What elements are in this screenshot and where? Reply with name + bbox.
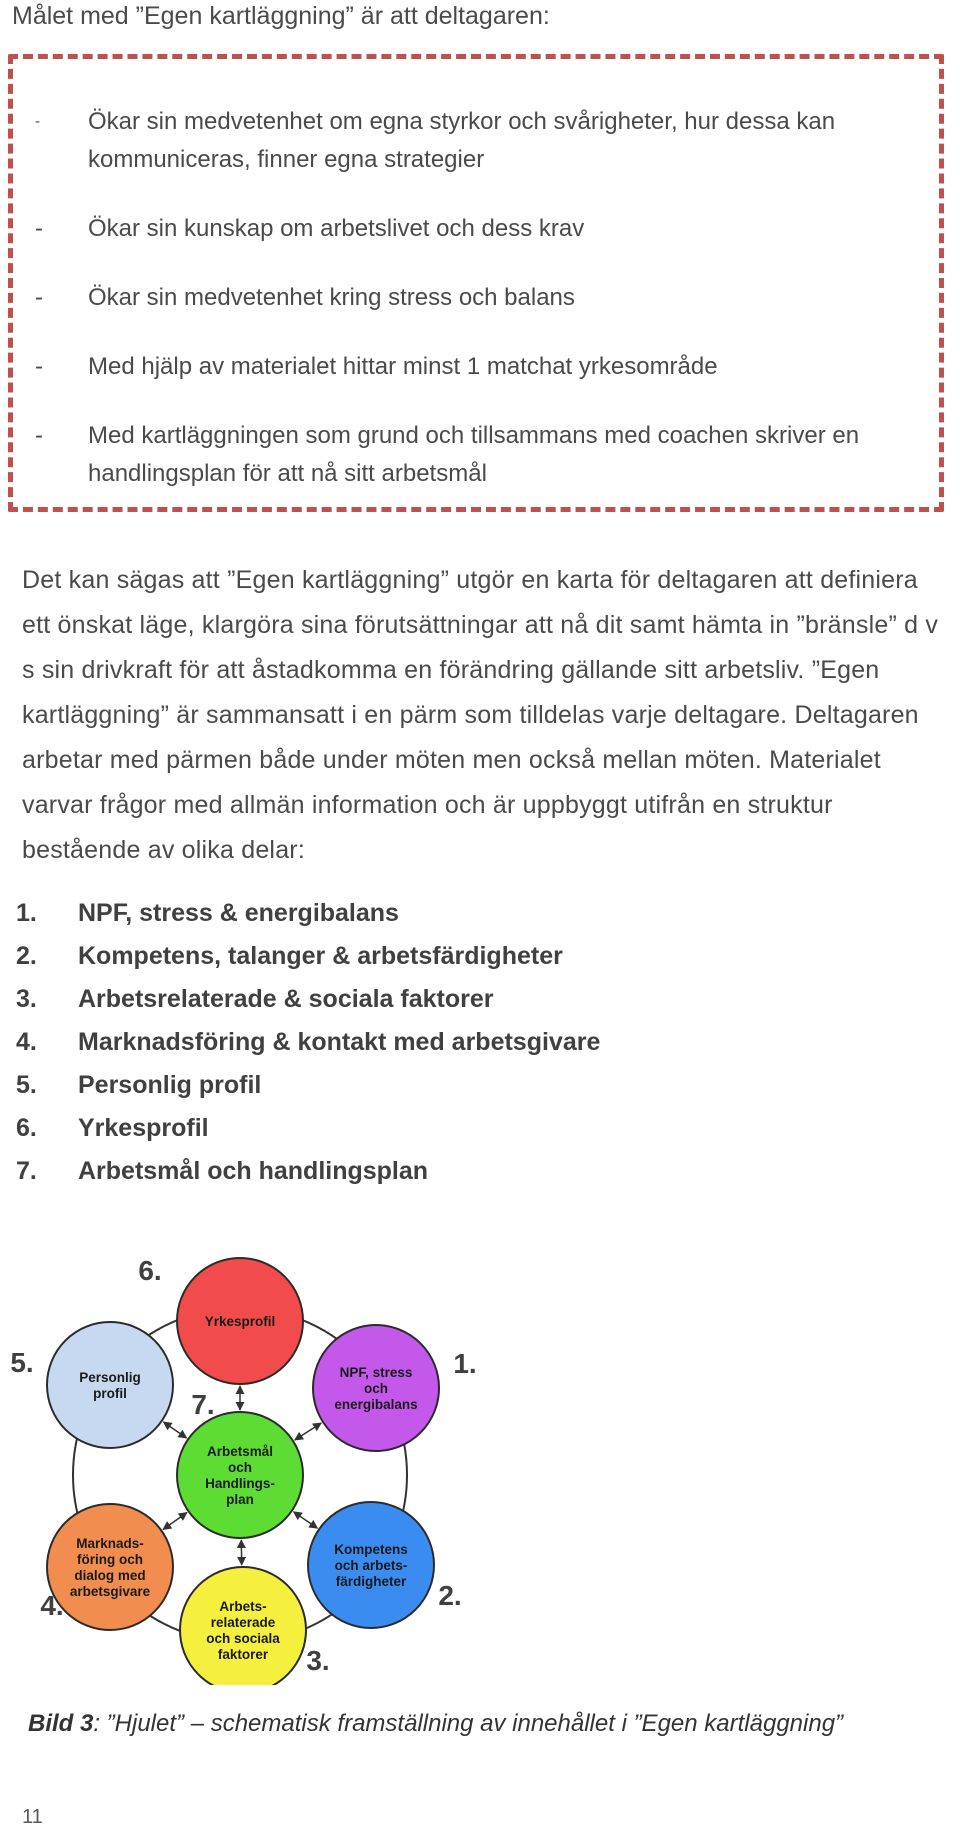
wheel-spoke-arrow [295, 1423, 321, 1440]
wheel-node-number: 3. [306, 1645, 330, 1676]
wheel-node-label: Yrkesprofil [204, 1314, 276, 1329]
part-item [16, 1064, 600, 1107]
wheel-node [47, 1322, 173, 1448]
wheel-node-label: energibalans [334, 1397, 418, 1412]
dash-marker: - [35, 215, 43, 242]
wheel-node-label: Arbetsmål [206, 1444, 274, 1459]
wheel-spoke-arrow [163, 1422, 186, 1438]
wheel-node-label: arbetsgivare [69, 1584, 151, 1599]
wheel-node-label: profil [93, 1386, 127, 1401]
part-label: Marknadsföring & kontakt med arbetsgivare [78, 1028, 601, 1056]
part-label: NPF, stress & energibalans [78, 899, 399, 927]
wheel-center-node [177, 1412, 303, 1538]
part-label: Arbetsmål och handlingsplan [78, 1157, 429, 1185]
wheel-diagram [0, 1245, 960, 1685]
wheel-node-label: NPF, stress [339, 1365, 413, 1380]
wheel-node [47, 1504, 173, 1630]
caption-text: : ”Hjulet” – schematisk framställning av innehållet i ”Egen kartläggning” [93, 1710, 844, 1737]
part-item [16, 1150, 600, 1193]
wheel-node-label: Personlig [79, 1370, 141, 1385]
wheel-node-label: och [227, 1460, 253, 1475]
wheel-node-label: och [363, 1381, 389, 1396]
intro-heading: Målet med ”Egen kartläggning” är att deltagaren: [12, 2, 550, 30]
goal-item [35, 417, 915, 493]
part-label: Arbetsrelaterade & sociala faktorer [78, 985, 494, 1013]
part-item [16, 892, 600, 935]
wheel-node-label: relaterade [210, 1615, 276, 1630]
part-number: 7. [16, 1157, 37, 1185]
description-paragraph: Det kan sägas att ”Egen kartläggning” utgör en karta för deltagaren att definiera ett önskat läge, klargöra sina förutsättningar att nå dit samt hämta in ”bränsle” d v s sin drivkraft för att åstadkomma en förändring gällande sitt arbetsliv. ”Egen kartläggning” är sammansatt i en pärm som tilldelas varje deltagare. Deltagaren arbetar med pärmen både under möten men också mellan möten. Materialet varvar frågor med allmän information och är uppbyggt utifrån en struktur bestående av olika delar: [22, 566, 939, 864]
part-label: Personlig profil [78, 1071, 262, 1099]
wheel-node-label: dialog med [74, 1568, 146, 1583]
part-number: 6. [16, 1114, 37, 1142]
wheel-node-number: 2. [438, 1580, 462, 1611]
part-item [16, 1021, 600, 1064]
part-label: Kompetens, talanger & arbetsfärdigheter [78, 942, 563, 970]
goal-text: Med kartläggningen som grund och tillsammans med coachen skriver en handlingsplan för att nå sitt arbetsmål [88, 422, 860, 487]
part-number: 5. [16, 1071, 37, 1099]
dash-marker: - [35, 422, 43, 449]
part-number: 3. [16, 985, 37, 1013]
parts-list [16, 892, 600, 1193]
dash-marker: - [35, 113, 40, 130]
goal-text: Med hjälp av materialet hittar minst 1 matchat yrkesområde [88, 353, 718, 380]
part-item [16, 978, 600, 1021]
goal-item [35, 103, 915, 179]
wheel-node-label: Arbets- [219, 1599, 267, 1614]
dash-marker: - [35, 284, 43, 311]
goals-box [8, 54, 944, 512]
dash-marker: - [35, 353, 43, 380]
wheel-node-number: 1. [453, 1348, 477, 1379]
goal-item [35, 210, 915, 248]
wheel-spoke-arrow [163, 1513, 187, 1530]
part-number: 2. [16, 942, 37, 970]
part-number: 4. [16, 1028, 37, 1056]
wheel-node-label: Marknads- [76, 1536, 144, 1551]
part-label: Yrkesprofil [78, 1114, 209, 1142]
wheel-node-label: plan [226, 1492, 254, 1507]
part-number: 1. [16, 899, 37, 927]
goal-text: Ökar sin kunskap om arbetslivet och dess krav [88, 215, 585, 242]
wheel-node-label: Kompetens [334, 1542, 408, 1557]
wheel-node-label: och sociala [206, 1631, 280, 1646]
wheel-node-label: föring och [77, 1552, 143, 1567]
part-item [16, 1107, 600, 1150]
wheel-node-number: 5. [10, 1347, 34, 1378]
wheel-node-number: 6. [138, 1255, 162, 1286]
wheel-center-number: 7. [191, 1389, 215, 1420]
wheel-node-number: 4. [40, 1590, 64, 1621]
goal-text: Ökar sin medvetenhet kring stress och balans [88, 284, 575, 311]
wheel-spoke-arrow [294, 1512, 318, 1528]
part-item [16, 935, 600, 978]
caption-label: Bild 3 [28, 1710, 94, 1737]
goal-text: Ökar sin medvetenhet om egna styrkor och svårigheter, hur dessa kan kommuniceras, finner egna strategier [88, 108, 836, 173]
goal-item [35, 348, 915, 386]
page-number: 11 [22, 1806, 43, 1828]
wheel-node-label: faktorer [217, 1647, 269, 1662]
figure-caption [28, 1710, 843, 1738]
goal-item [35, 279, 915, 317]
wheel-node-label: Handlings- [205, 1476, 275, 1491]
wheel-node-label: och arbets- [334, 1558, 408, 1573]
wheel-node-label: färdigheter [335, 1574, 407, 1589]
goals-list [35, 103, 915, 524]
